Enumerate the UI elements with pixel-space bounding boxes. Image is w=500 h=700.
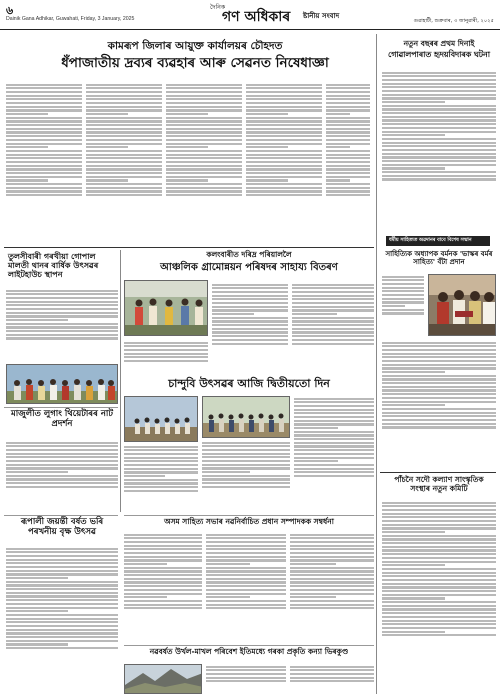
kalangbari-kicker: কলংবাৰীত দৰিদ্ৰ পৰিয়াললৈ	[206, 250, 292, 259]
edition-line: Dainik Gana Adhikar, Guwahati, Friday, 3 January, 2025	[6, 16, 135, 22]
right-box-body	[382, 340, 496, 468]
bottom-landscape-photo	[124, 664, 202, 694]
chandubi-photo	[124, 396, 198, 442]
kalangbari-photo	[124, 280, 208, 336]
chandubi-body-3	[294, 396, 374, 512]
bottom-body-1	[206, 664, 286, 694]
bhuban-body	[6, 546, 118, 694]
award-photo	[428, 274, 496, 336]
lead-kicker: কামৰূপ জিলাৰ আয়ুক্ত কাৰ্যালয়ৰ চৌহদত	[107, 40, 283, 52]
bottom-headline: নৱবৰ্ষত উৰ্খল-মাখল পৰিবেশ ইতিমধ্যে গৰকা প্ৰকৃতি কন্যা ভিৰকুণ্ড	[149, 647, 349, 656]
bhuban-headline: ৰূপালী জয়ন্তী বৰ্ষত ভৰি পৰখনীয় বৃক্ষ উৎসৱ	[20, 517, 104, 537]
date-line: গুৱাহাটী, শুক্ৰবাৰ, ৩ জানুৱাৰী, ২০২৫	[413, 18, 494, 24]
panchan-body	[382, 500, 496, 694]
right-top-headline: গোৱালপাৰাত হৃদয়বিদাৰক ঘটনা	[388, 50, 490, 59]
asom-sahitya-body-1	[124, 532, 202, 642]
chandubi-crowd-photo	[202, 396, 290, 438]
right-box-label: ধৰ্মীয় সাহিত্যত অৱদানৰ বাবে বিশেষ সন্মান	[386, 236, 490, 246]
chandubi-body-2	[202, 440, 290, 512]
majuli-headline: মাজুলীত লুগাং থিয়েটাৰৰ নাট প্ৰদৰ্শন	[10, 409, 114, 429]
right-box-headline: সাহিত্যিক অধ্যাপক বৰ্মনক 'ভাস্কৰ বৰ্মৰ সাহিত্য' বঁটা প্ৰদান	[385, 250, 493, 267]
lead-body-col-2	[86, 82, 162, 244]
right-top-body	[382, 70, 496, 228]
page-number: ৬	[6, 4, 14, 17]
paper-prefix: দৈনিক	[210, 4, 226, 11]
lead-headline: ধঁপাজাতীয় দ্ৰব্যৰ ব্যৱহাৰ আৰু সেৱনত নিষেধাজ্ঞা	[61, 55, 329, 71]
kalangbari-body-3	[292, 282, 374, 374]
lead-body-col-3	[166, 82, 242, 244]
lead-body-col-5	[326, 82, 370, 244]
asom-sahitya-body-2	[206, 532, 286, 642]
majuli-body	[6, 440, 118, 512]
paper-name: গণ অধিকাৰ	[222, 9, 291, 25]
chandubi-headline: চান্দুবি উৎসৱৰ আজি দ্বিতীয়তো দিন	[168, 377, 330, 390]
kalangbari-headline: আঞ্চলিক গ্ৰামোন্নয়ন পৰিষদৰ সাহায্য বিতৰণ	[160, 262, 338, 273]
panchan-headline: পাঁচনৈ সদৌ কল্যাণ সাংস্কৃতিক সংস্থাৰ নতুন কমিটি	[394, 475, 484, 493]
tulsibari-photo	[6, 364, 118, 404]
bottom-body-2	[290, 664, 374, 694]
lead-body-col-4	[246, 82, 322, 244]
chandubi-body-1	[124, 444, 198, 512]
tulsibari-body	[6, 288, 118, 362]
asom-sahitya-body-3	[290, 532, 374, 642]
kalangbari-body-1	[124, 340, 208, 374]
section-name: ষ্টানীয় সংবাদ	[303, 12, 340, 20]
kalangbari-body-2	[212, 282, 288, 374]
lead-body-col-1	[6, 82, 82, 244]
right-top-kicker: নতুন বছৰৰ প্ৰথম দিনাই	[403, 39, 475, 48]
asom-sahitya-headline: অসম সাহিত্য সভাৰ নৱনিৰ্বাচিত প্ৰধান সম্পাদকক সম্বৰ্ধনা	[164, 517, 334, 526]
right-box-body-text	[382, 274, 424, 336]
masthead	[0, 0, 500, 30]
tulsibari-headline: তুলসীবাৰী গৰখীয়া গোপাল মালতী থানৰ বাৰ্ষিক উৎসৱৰ লাইটহাউচ স্থাপন	[8, 252, 99, 280]
